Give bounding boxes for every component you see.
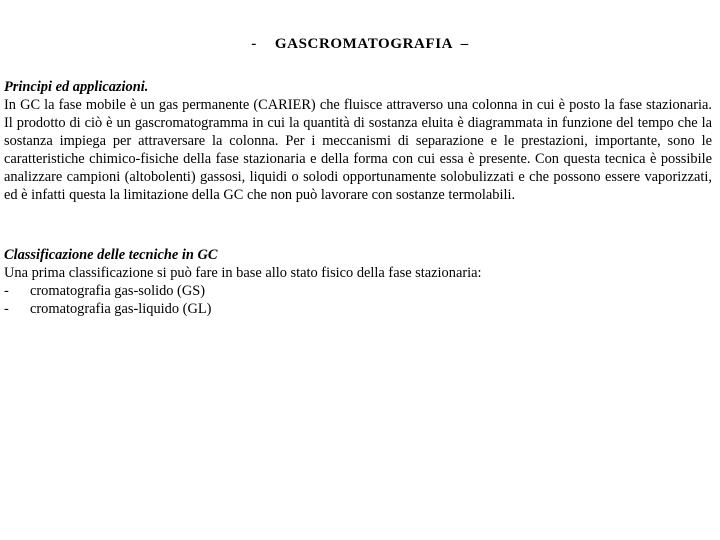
list-item bbox=[4, 282, 712, 300]
section-classification bbox=[4, 246, 712, 318]
list-item-text: cromatografia gas-liquido (GL) bbox=[30, 301, 212, 317]
section-principles bbox=[4, 78, 712, 204]
list-item bbox=[4, 300, 712, 318]
section-paragraph-principles: In GC la fase mobile è un gas permanente (CARIER) che fluisce attraverso una colonna in cui è posto la fase stazionaria. Il prodotto di ciò è un gascromatogramma in cui la quantità di sostanza eluita è diagrammata in funzione del tempo che la sostanza impiega per attraversare la colonna. Per i meccanismi di separazione e le prestazioni, importante, sono le caratteristiche chimico-fisiche della fase stazionaria e della forma con cui essa è presente. Con questa tecnica è possibile analizzare campioni (altobolenti) gassosi, liquidi o solodi opportunamente solobulizzati e che possono essere vaporizzati, ed è infatti questa la limitazione della GC che non può lavorare con sostanze termolabili. bbox=[4, 97, 712, 203]
title-dash-right: – bbox=[460, 36, 469, 52]
document-title bbox=[0, 36, 720, 53]
list-item-text: cromatografia gas-solido (GS) bbox=[30, 283, 206, 299]
list-bullet: - bbox=[4, 283, 9, 299]
classification-intro: Una prima classificazione si può fare in base allo stato fisico della fase stazionaria: bbox=[4, 265, 482, 281]
title-dash-left: - bbox=[251, 36, 257, 52]
list-bullet: - bbox=[4, 301, 9, 317]
title-text: GASCROMATOGRAFIA bbox=[274, 36, 453, 52]
section-heading-classification: Classificazione delle tecniche in GC bbox=[4, 247, 218, 263]
section-heading-principles: Principi ed applicazioni. bbox=[4, 79, 149, 95]
